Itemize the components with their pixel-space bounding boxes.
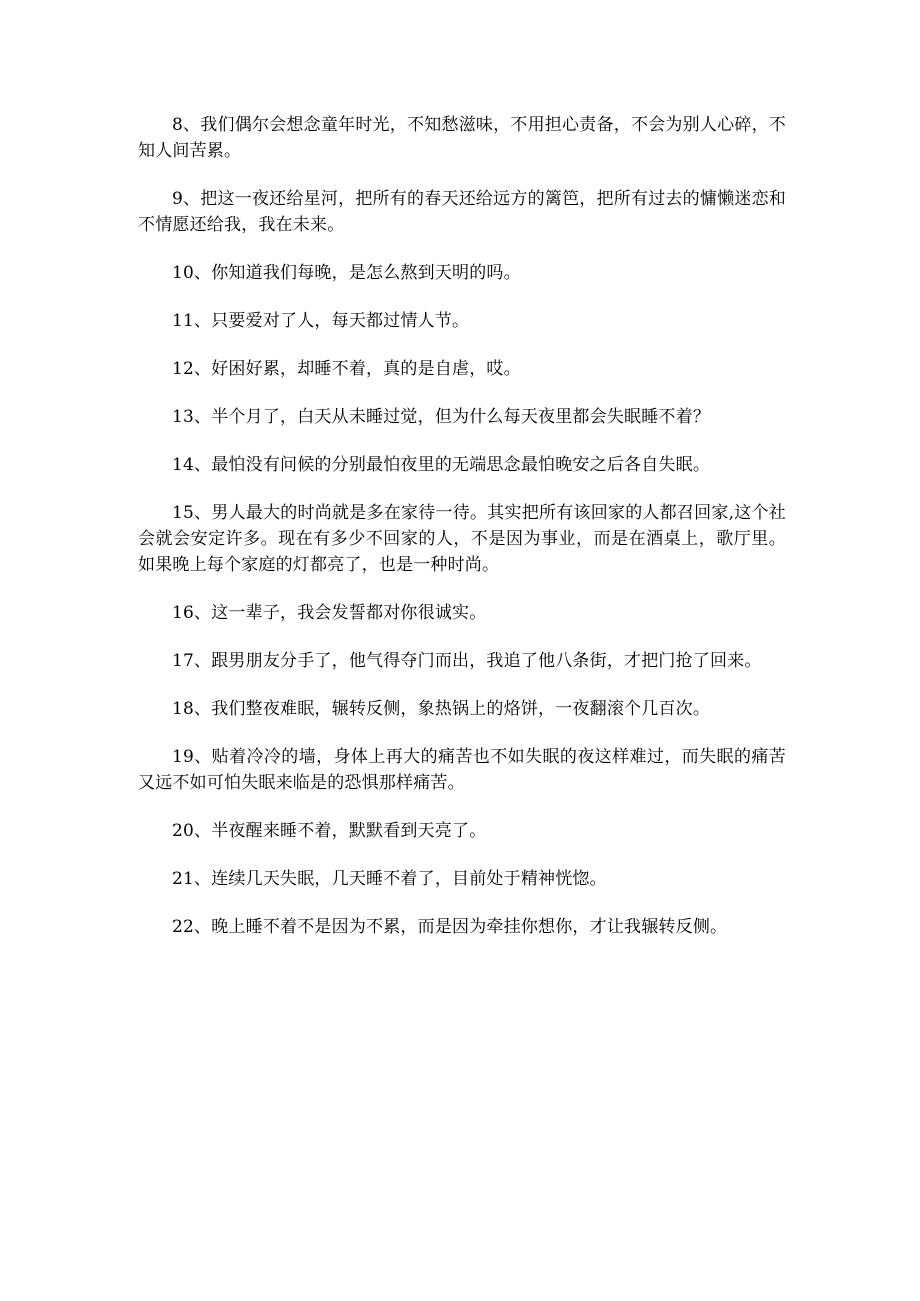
paragraph-18: 18、我们整夜难眠，辗转反侧，象热锅上的烙饼，一夜翻滚个几百次。 [172,699,711,719]
paragraph-14: 14、最怕没有问候的分别最怕夜里的无端思念最怕晚安之后各自失眠。 [172,455,711,475]
paragraph-22: 22、晚上睡不着不是因为不累，而是因为牵挂你想你，才让我辗转反侧。 [172,917,728,937]
document-body [138,112,786,962]
paragraph-15: 15、男人最大的时尚就是多在家待一待。其实把所有该回家的人都召回家,这个社会就会安定许多。现在有多少不回家的人，不是因为事业，而是在酒桌上，歌厅里。如果晚上每个家庭的灯都亮了，也是一种时尚。 [138,503,786,575]
paragraph-12: 12、好困好累，却睡不着，真的是自虐，哎。 [172,359,521,379]
paragraph-10: 10、你知道我们每晚，是怎么熬到天明的吗。 [172,263,521,283]
paragraph-16: 16、这一辈子，我会发誓都对你很诚实。 [172,603,487,623]
paragraph-9: 9、把这一夜还给星河，把所有的春天还给远方的篱笆，把所有过去的慵懒迷恋和不情愿还给我，我在未来。 [138,189,786,235]
paragraph-13: 13、半个月了，白天从未睡过觉，但为什么每天夜里都会失眠睡不着？ [172,407,711,427]
paragraph-11: 11、只要爱对了人，每天都过情人节。 [172,311,470,331]
paragraph-20: 20、半夜醒来睡不着，默默看到天亮了。 [172,821,487,841]
paragraph-17: 17、跟男朋友分手了，他气得夺门而出，我追了他八条街，才把门抢了回来。 [172,651,762,671]
paragraph-21: 21、连续几天失眠，几天睡不着了，目前处于精神恍惚。 [172,869,607,889]
paragraph-19: 19、贴着冷冷的墙，身体上再大的痛苦也不如失眠的夜这样难过，而失眠的痛苦又远不如可怕失眠来临是的恐惧那样痛苦。 [138,747,786,793]
paragraph-8: 8、我们偶尔会想念童年时光，不知愁滋味，不用担心责备，不会为别人心碎，不知人间苦累。 [138,115,786,161]
